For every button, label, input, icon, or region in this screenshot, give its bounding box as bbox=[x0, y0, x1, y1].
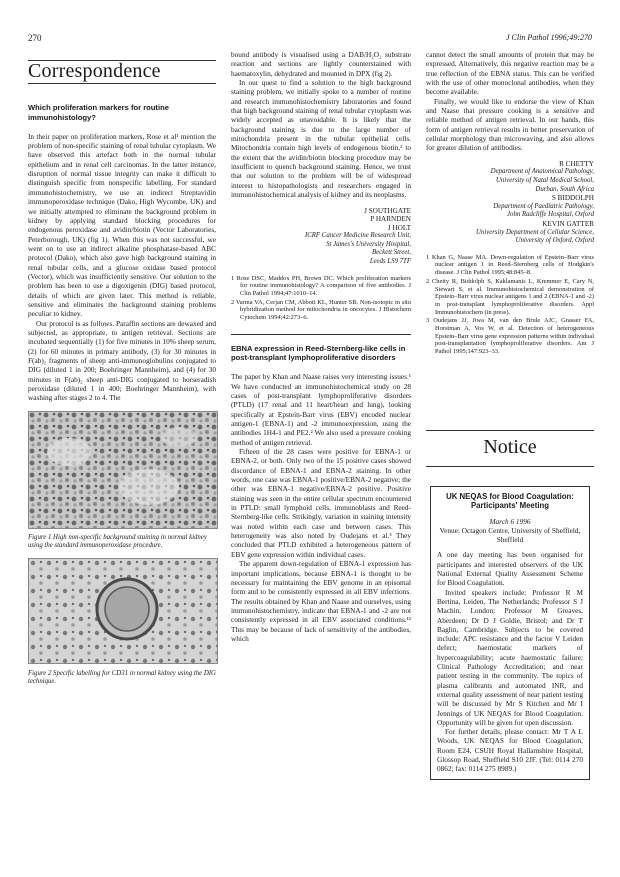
author-affiliation: University of Natal Medical School, bbox=[496, 176, 594, 184]
author-address: Beckett Street, bbox=[372, 249, 411, 257]
reference: 3 Oudejans JJ, Jiwa M, van den Brule AJC, Grasser FA, Horstman A, Vos W, et al. Detection of heterogeneous Epstein–Barr virus gene expression patterns within individual post-transplantation lymphoproliferative disorders. Am J Pathol 1995;147:923–33. bbox=[426, 317, 594, 356]
meeting-venue: Venue: Octagon Centre, University of Sheffield, Sheffield bbox=[439, 525, 581, 545]
page-number: 270 bbox=[28, 33, 42, 43]
notice-paragraph: For further details, please contact: Mr T A L Woods, UK NEQAS for Blood Coagulation, Room E24, CSUH Royal Hallamshire Hospital, Glossop Road, Sheffield S10 2JF. (Tel: 0114 270 0862; fax: 0114 275 8989.) bbox=[437, 727, 583, 774]
letter1-paragraph: bound antibody is visualised using a DAB/H₂O₂ substrate reaction and sections are lightly counterstained with haematoxylin, dehydrated and mounted in DPX (fig 2). bbox=[231, 50, 411, 78]
author-affiliation: John Radcliffe Hospital, Oxford bbox=[507, 211, 594, 219]
letter1-paragraph: In our quest to find a solution to the high background staining problem, we initially spoke to a number of routine and research immunohistochemistry laboratories and found that high background staining of renal tubular cytoplasm was widely accepted as unavoidable. It is likely that the background staining is due to the large number of mitochondria present in the tubular epithelial cells. Mitochondria contain high levels of endogenous biotin,² to the extent that the avidin/biotin blocking procedure may be insufficient to quench background staining. Hence, we trust that our solution to the problem will be of widespread interest to histopathologists and researchers engaged in immunohistochemical analysis of kidney and its neoplasms. bbox=[231, 78, 411, 200]
letter2-heading: EBNA expression in Reed-Sternberg-like cells in post-transplant lymphoproliferative disorders bbox=[231, 343, 406, 363]
reference: 1 Khan G, Naase MA. Down-regulation of Epstein–Barr virus nuclear antigen 1 in Reed–Sternberg cells of Hodgkin's disease. J Clin Pathol 1995;48:845–8. bbox=[426, 253, 594, 277]
figure-2-micrograph bbox=[28, 558, 218, 664]
running-head: J Clin Pathol 1996;49:270 bbox=[506, 33, 592, 42]
author-address: St James's University Hospital, bbox=[326, 240, 411, 248]
letter1-heading: Which proliferation markers for routine immunohistology? bbox=[28, 103, 169, 122]
figure-1-caption: Figure 1 High non-specific background staining in normal kidney using the standard immunoperoxidase procedure. bbox=[28, 534, 207, 550]
column-3 bbox=[426, 50, 594, 357]
column-2 bbox=[231, 50, 411, 643]
reference: 2 Chetty R, Biddolph S, Kaklamanis L, Kremmer E, Cary N, Stewart S, et al. Immunohistochemical demonstration of Epstein–Barr virus nuclear antigens 1 and 2 (EBNA-1 and -2) in post-transplant lymphoproliferative disorders. Appl Immunohistochem (in press). bbox=[426, 277, 594, 316]
divider bbox=[231, 334, 411, 335]
letter2-references bbox=[426, 254, 594, 356]
letter1-paragraph: Our protocol is as follows. Paraffin sections are dewaxed and subjected, as appropriate, to antigen retrieval. Sections are incubated sequentially (1) for five minutes in 10% sheep serum, (2) for 60 minutes in primary antibody, (3) for 30 minutes in F(ab)₂ fragments of sheep anti-immunoglobulins conjugated to DIG (diluted 1 in 200; Boehringer Mannheim), and (4) for 30 minutes in F(ab)₂ sheep anti-DIG conjugated to horseradish peroxidase (diluted 1 in 400; Boehringer Mannheim), with washing after stages 2 to 4. The bbox=[28, 318, 216, 403]
author-affiliation: University of Oxford, Oxford bbox=[515, 237, 594, 245]
meeting-date: March 6 1996 bbox=[489, 516, 531, 526]
author-address: Leeds LS9 7TF bbox=[369, 258, 411, 266]
section-title: Correspondence bbox=[28, 60, 216, 84]
letter2-paragraph: cannot detect the small amounts of protein that may be expressed. Alternatively, this negative reaction may be a true reflection of the EBNA status. This can be verified with the use of other monoclonal antibodies, when they become available. bbox=[426, 50, 594, 97]
author-name: S BIDDOLPH bbox=[551, 194, 594, 203]
figure-1-micrograph bbox=[28, 411, 218, 529]
notice-paragraph: Invited speakers include: Professor R M Bertina, Leiden, The Netherlands; Professor S J Machin, London; Professor M Greaves, Aberdeen; Dr D J Goldie, Bristol; and Dr T Baglin, Cambridge. Subjects to be covered include: APC resistance and the factor V Leiden defect; haemostatic markers of hypercoagulability; acute haemostatic failure; Clinical Pathology Accreditation; and near patient testing in the community. The topics of plasma calibrants and automated INR, and external quality assessment of near patient testing will be discussed by Mr S Kitchen and Mr I Jennings of UK NEQAS for Blood Coagulation. Opportunity will be given for open discussion. bbox=[437, 587, 583, 727]
column-1 bbox=[28, 60, 216, 686]
author-affiliation: Durban, South Africa bbox=[535, 185, 594, 193]
author-name: KEVIN GATTER bbox=[542, 219, 594, 228]
letter2-paragraph: The paper by Khan and Naase raises very interesting issues.¹ We have conducted an immunohistochemical study on 28 cases of post-transplant lymphoproliferative disorders (PTLD) (17 renal and 11 heart/heart and lung), looking specifically at Epstein-Barr virus (EBV) encoded nuclear antigen-1 (EBNA-1) and -2 immunoexpression, using the antibodies 1H4-1 and PE2.² We also used a pressure cooking method of antigen retrieval. bbox=[231, 372, 411, 447]
letter2-paragraph: Fifteen of the 28 cases were positive for EBNA-1 or EBNA-2, or both. Only two of the 15 positive cases showed discordance of EBNA-1 and EBNA-2 staining. In other words, one case was EBNA-1 positive/EBNA-2 negative; the other was EBNA-1 negative/EBNA-2 positive. Positive staining was seen in the entire cellular spectrum encountered in PTLD: small lymphoid cells, immunoblasts and Reed-Sternberg-like cells. Strikingly, variation in staining intensity was noted within each case and between cases. This heterogeneity was also noted by Oudejans et al.³ They concluded that PTLD exhibited a heterogeneous pattern of EBV gene expression within individual cases. bbox=[231, 447, 411, 559]
reference: 1 Rose DSC, Maddox PH, Brown DC. Which proliferation markers for routine immunohistology? A comparison of five antibodies. J Clin Pathol 1994;47:1010–14. bbox=[231, 274, 411, 298]
author-affiliation: University Department of Cellular Science, bbox=[476, 228, 594, 236]
notice-box-title: UK NEQAS for Blood Coagulation: Participants' Meeting bbox=[446, 492, 574, 511]
author-affiliation: Department of Paediatric Pathology, bbox=[493, 202, 594, 210]
notice-title: Notice bbox=[426, 430, 594, 467]
author-name: P HARNDEN bbox=[370, 215, 411, 224]
notice-paragraph: A one day meeting has been organised for participants and interested observers of the UK National External Quality Assessment Scheme for Blood Coagulation. bbox=[437, 550, 583, 588]
letter1-paragraph: In their paper on proliferation markers, Rose et al¹ mention the problem of non-specific staining of renal tubular cytoplasm. We have observed this artefact both in the normal tubular epithelium and in renal cell carcinomas. In the latter instance, disruption of normal tissue integrity can make it difficult to distinguish specific from nonspecific labelling. For standard immunohistochemistry, we use an indirect Streptavidin immunoperoxidase technique (Dako, High Wycombe, UK) and we initially attempted to eliminate the background problem in kidney by applying standard blocking procedures for endogenous peroxidase and avidin/biotin (Vector Laboratories, Peterborough, UK) (fig 1). When this was not successful, we went on to use an indirect alkaline phosphatase-based ABC protocol (Dako), which also gave high background staining in renal tubular cells, and a glucose oxidase based protocol (Vector), which was insufficiently sensitive. Our solution to the problem has been to use a digoxigenin (DIG) based protocol, details of which are given later. This method is reliable, sensitive and eliminates the background staining problems peculiar to kidney. bbox=[28, 131, 216, 319]
letter2-paragraph: The apparent down-regulation of EBNA-1 expression has important implications, because EBNA-1 is thought to be necessary for maintaining the EBV genome in an episomal form and to be consistently expressed in all EBV infections. The results obtained by Khan and Naase and ourselves, using immunohistochemistry, indicate that EBNA-1 and -2 are not consistently expressed in all EBV associated conditions.¹² This may be because of lack of sensitivity of the antibodies, which bbox=[231, 559, 411, 643]
notice-box bbox=[430, 486, 590, 780]
figure-2-caption: Figure 2 Specific labelling for CD31 in normal kidney using the DIG technique. bbox=[28, 669, 216, 686]
author-name: J SOUTHGATE bbox=[364, 206, 411, 215]
author-affiliation: Department of Anatomical Pathology, bbox=[490, 168, 594, 176]
author-address: ICRF Cancer Medicine Research Unit, bbox=[304, 232, 411, 240]
letter1-references bbox=[231, 275, 411, 322]
reference: 2 Varma VA, Cerjan CM, Abbott KL, Hunter SB. Non-isotopic in situ hybridization method for mitochondria in oncocytes. J Histochem Cytochem 1994;42:273–6. bbox=[231, 298, 411, 322]
letter1-signature bbox=[231, 207, 411, 267]
author-name: J HOLT bbox=[387, 223, 411, 232]
letter2-signature bbox=[426, 160, 594, 246]
author-name: R CHETTY bbox=[559, 159, 594, 168]
letter2-paragraph: Finally, we would like to endorse the view of Khan and Naase that pressure cooking is a sensitive and reliable method of antigen retrieval. In our hands, this form of antigen retrieval results in better preservation of cellular morphology than microwaving, and also allows for greater dilution of antibodies. bbox=[426, 96, 594, 153]
